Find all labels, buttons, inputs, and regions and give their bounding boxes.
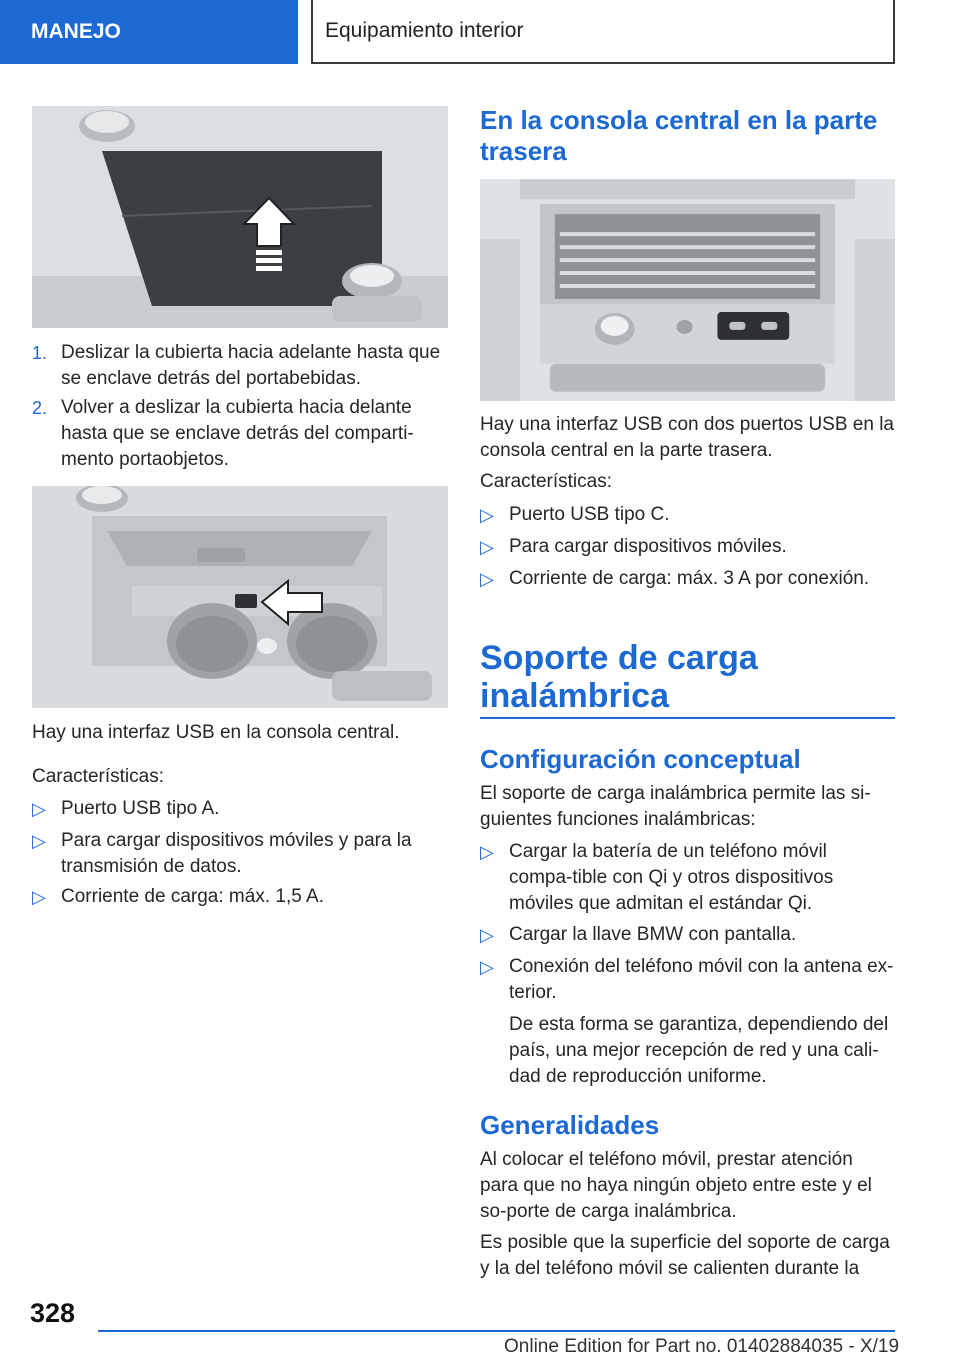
- triangle-icon: ▷: [32, 887, 46, 907]
- wireless-heading: Soporte de carga inalámbrica: [480, 639, 758, 715]
- step-number: 1.: [32, 343, 48, 363]
- triangle-icon: ▷: [480, 569, 494, 589]
- rear-usb-intro: Hay una interfaz USB con dos puertos USB en la consola central en la parte trasera.: [480, 414, 895, 461]
- heading-rule: [480, 717, 895, 719]
- feature-text: Puerto USB tipo A.: [61, 798, 220, 819]
- triangle-icon: ▷: [480, 842, 494, 862]
- triangle-icon: ▷: [32, 831, 46, 851]
- chapter-tab[interactable]: [0, 0, 298, 64]
- feature-text: Puerto USB tipo C.: [509, 504, 670, 525]
- usb-intro: Hay una interfaz USB en la consola central.: [32, 722, 400, 743]
- feature-text: Corriente de carga: máx. 3 A por conexión.: [509, 568, 870, 589]
- section-header: [311, 0, 895, 64]
- page-number: 328: [30, 1298, 76, 1328]
- general-paragraph-2: Es posible que la superficie del soporte de carga y la del teléfono móvil se calienten durante la: [480, 1232, 890, 1279]
- chapter-title: MANEJO: [31, 20, 121, 43]
- triangle-icon: ▷: [480, 957, 494, 977]
- general-paragraph-1: Al colocar el teléfono móvil, prestar atención para que no haya ningún objeto entre este y el so‐porte de carga inalámbrica.: [480, 1149, 872, 1222]
- concept-note: De esta forma se garantiza, dependiendo del país, una mejor recepción de red y una cali‐dad de reproducción uniforme.: [509, 1014, 889, 1087]
- triangle-icon: ▷: [480, 925, 494, 945]
- step-text: Volver a deslizar la cubierta hacia delante hasta que se enclave detrás del comparti‐mento portaobjetos.: [61, 397, 414, 470]
- console-cover-image: [32, 106, 448, 328]
- footer-rule: [98, 1330, 895, 1332]
- feature-text: Para cargar dispositivos móviles.: [509, 536, 787, 557]
- features-label: Características:: [32, 766, 164, 787]
- feature-text: Para cargar dispositivos móviles y para la transmisión de datos.: [61, 830, 412, 877]
- triangle-icon: ▷: [32, 799, 46, 819]
- concept-text: Cargar la llave BMW con pantalla.: [509, 924, 797, 945]
- feature-text: Corriente de carga: máx. 1,5 A.: [61, 886, 324, 907]
- edition-text: Online Edition for Part no. 01402884035 - X/19: [504, 1336, 900, 1357]
- concept-text: Cargar la batería de un teléfono móvil compa‐tible con Qi y otros dispositivos móviles que admitan el estándar Qi.: [509, 841, 834, 914]
- general-heading: Generalidades: [480, 1110, 660, 1140]
- triangle-icon: ▷: [480, 505, 494, 525]
- concept-intro: El soporte de carga inalámbrica permite las si‐guientes funciones inalámbricas:: [480, 783, 871, 830]
- rear-console-heading: En la consola central en la parte trasera: [480, 105, 878, 166]
- section-title: Equipamiento interior: [325, 19, 524, 42]
- rear-console-image: [480, 179, 895, 401]
- concept-heading: Configuración conceptual: [480, 744, 801, 774]
- concept-text: Conexión del teléfono móvil con la antena ex‐terior.: [509, 956, 894, 1003]
- usb-central-console-image: [32, 486, 448, 708]
- triangle-icon: ▷: [480, 537, 494, 557]
- step-number: 2.: [32, 398, 48, 418]
- rear-features-label: Características:: [480, 471, 612, 492]
- step-text: Deslizar la cubierta hacia adelante hasta que se enclave detrás del portabebidas.: [61, 342, 441, 389]
